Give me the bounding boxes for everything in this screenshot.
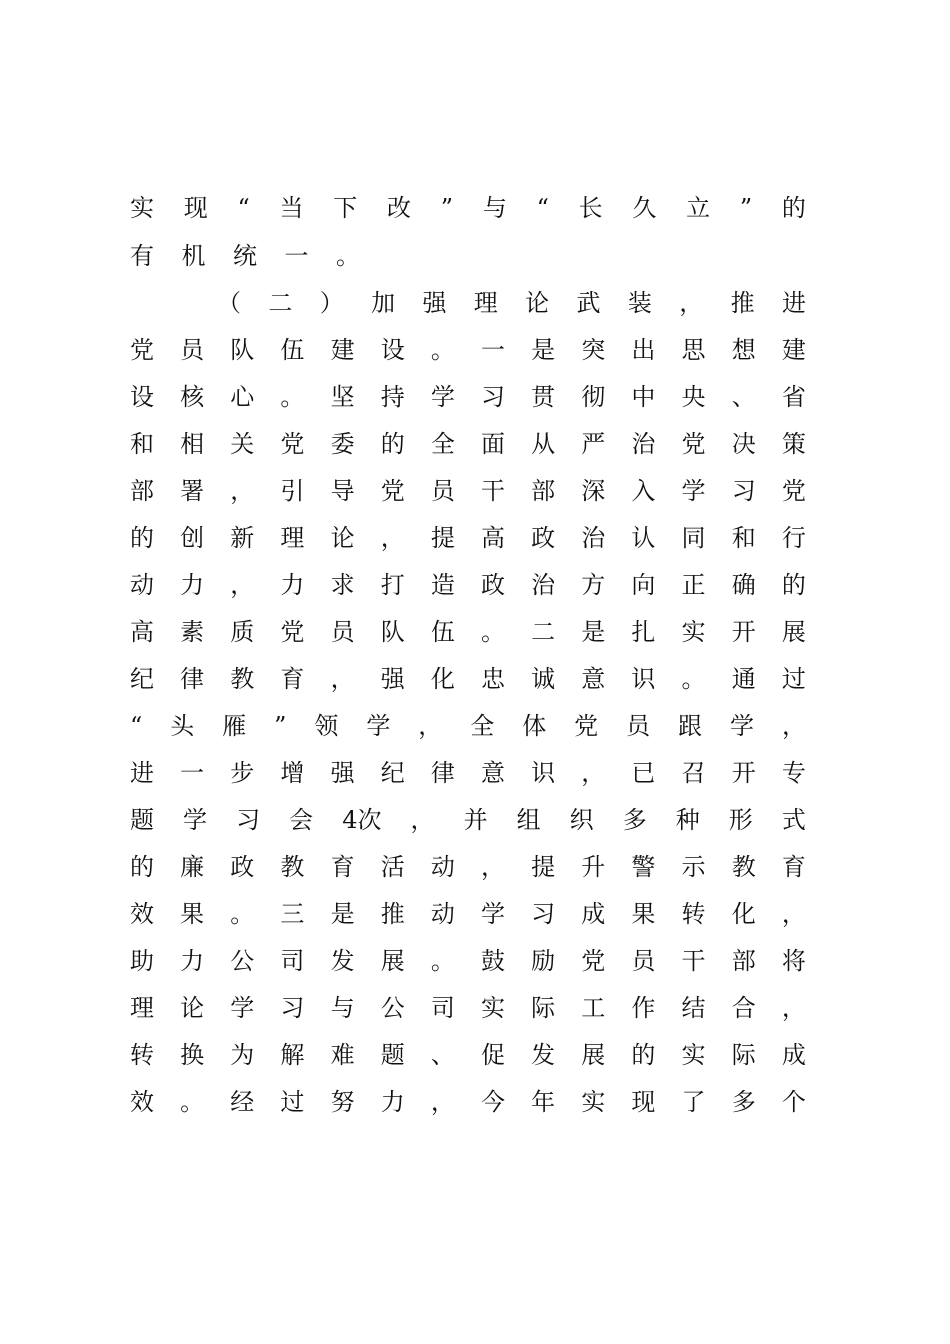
text-char: 学 [183, 806, 208, 834]
text-line [130, 567, 806, 603]
text-char: 党 [681, 430, 706, 458]
text-char: 员 [430, 477, 455, 505]
text-line [130, 520, 806, 556]
text-char: 化 [731, 900, 756, 928]
text-char: 鼓 [480, 947, 505, 975]
text-char: “ [130, 712, 143, 740]
text-char: 治 [531, 571, 556, 599]
text-char: 过 [280, 1088, 305, 1116]
text-char: 已 [631, 759, 656, 787]
text-line [130, 190, 806, 226]
text-char: 现 [183, 194, 208, 222]
text-line [130, 943, 806, 979]
text-char: 并 [463, 806, 488, 834]
text-line [130, 379, 806, 415]
text-char: 、 [731, 383, 756, 411]
text-char: 打 [380, 571, 405, 599]
text-char: 彻 [581, 383, 606, 411]
text-char: “ [536, 194, 549, 222]
text-line [130, 661, 806, 697]
text-char: 入 [631, 477, 656, 505]
text-char: 与 [482, 194, 507, 222]
text-char: 发 [330, 947, 355, 975]
text-char: 核 [180, 383, 205, 411]
text-char: 一 [284, 242, 309, 270]
text-char: 力 [180, 947, 205, 975]
text-char: 立 [686, 194, 711, 222]
text-char: 示 [681, 853, 706, 881]
text-char: 与 [330, 994, 355, 1022]
text-char: 高 [130, 618, 154, 646]
text-char: 力 [280, 571, 305, 599]
text-char: 合 [731, 994, 756, 1022]
text-char: 成 [581, 900, 606, 928]
text-char: 有 [130, 242, 154, 270]
text-char: 论 [180, 994, 205, 1022]
text-char: 雁 [222, 712, 247, 740]
text-char: 想 [731, 336, 756, 364]
text-char: 党 [380, 477, 405, 505]
text-char: 的 [781, 571, 806, 599]
text-char: 学 [681, 477, 706, 505]
text-char: 展 [781, 618, 806, 646]
text-char: 久 [632, 194, 657, 222]
text-char: 育 [280, 665, 305, 693]
text-char: 过 [781, 665, 806, 693]
text-char: 干 [681, 947, 706, 975]
text-char: 确 [731, 571, 756, 599]
text-char: 。 [430, 336, 455, 364]
text-char: 素 [180, 618, 205, 646]
text-char: 装 [627, 289, 652, 317]
text-char: 部 [731, 947, 756, 975]
text-char: 认 [631, 524, 656, 552]
text-char: 成 [781, 1041, 806, 1069]
text-char: 通 [731, 665, 756, 693]
text-char: 创 [180, 524, 205, 552]
text-char: 难 [330, 1041, 355, 1069]
text-char: 相 [180, 430, 205, 458]
text-char: 跟 [678, 712, 703, 740]
text-char: 理 [280, 524, 305, 552]
text-char: “ [237, 194, 250, 222]
text-char: 推 [730, 289, 755, 317]
text-char: 提 [430, 524, 455, 552]
text-char: ， [781, 994, 806, 1022]
text-char: 引 [280, 477, 305, 505]
text-char: 下 [333, 194, 358, 222]
text-char: 种 [675, 806, 700, 834]
text-char: 质 [230, 618, 255, 646]
text-char: 强 [422, 289, 447, 317]
text-char: 严 [581, 430, 606, 458]
text-char: 央 [681, 383, 706, 411]
text-char: 策 [781, 430, 806, 458]
text-char: 了 [681, 1088, 706, 1116]
text-char: 律 [180, 665, 205, 693]
text-char: 努 [330, 1088, 355, 1116]
text-char: ， [430, 1088, 455, 1116]
section-heading-line [217, 285, 806, 321]
text-char: 工 [581, 994, 606, 1022]
text-char: 习 [531, 900, 556, 928]
text-char: 伍 [280, 336, 305, 364]
text-char: 坚 [330, 383, 355, 411]
text-char: 伍 [430, 618, 455, 646]
text-char: 高 [480, 524, 505, 552]
text-char: 的 [130, 853, 154, 881]
text-char: 造 [430, 571, 455, 599]
text-char: 发 [531, 1041, 556, 1069]
text-line [130, 1084, 806, 1120]
text-line [130, 238, 360, 274]
text-char: 机 [181, 242, 206, 270]
text-char: 会 [289, 806, 314, 834]
text-char: 纪 [380, 759, 405, 787]
text-char: 正 [681, 571, 706, 599]
text-char: 论 [525, 289, 550, 317]
text-char: 设 [380, 336, 405, 364]
text-char: 力 [380, 1088, 405, 1116]
text-char: 政 [480, 571, 505, 599]
text-char: 的 [130, 524, 154, 552]
text-line [130, 614, 806, 650]
text-char: 行 [781, 524, 806, 552]
text-char: ” [739, 194, 753, 222]
text-char: 治 [581, 524, 606, 552]
text-char: ， [418, 712, 443, 740]
text-char: 司 [430, 994, 455, 1022]
text-line [130, 755, 806, 791]
text-char: 的 [380, 430, 405, 458]
text-char: 体 [522, 712, 547, 740]
text-char: 员 [330, 618, 355, 646]
text-char: ” [274, 712, 287, 740]
text-line [130, 849, 806, 885]
text-char: 是 [330, 900, 355, 928]
text-char: ， [410, 806, 435, 834]
text-char: 二 [268, 289, 293, 317]
text-char: 。 [336, 242, 360, 270]
text-char: 求 [330, 571, 355, 599]
text-char: ， [230, 477, 255, 505]
text-char: 。 [681, 665, 706, 693]
text-char: 提 [531, 853, 556, 881]
text-char: 学 [366, 712, 391, 740]
text-char: 习 [480, 383, 505, 411]
text-char: 作 [631, 994, 656, 1022]
text-char: 实 [681, 1041, 706, 1069]
text-char: 部 [130, 477, 154, 505]
text-char: 实 [581, 1088, 606, 1116]
text-char: 育 [330, 853, 355, 881]
text-char: 题 [130, 806, 154, 834]
text-char: 活 [380, 853, 405, 881]
text-char: 化 [430, 665, 455, 693]
text-char: ， [781, 900, 806, 928]
text-line [130, 1037, 806, 1073]
text-char: 委 [330, 430, 355, 458]
text-char: 开 [731, 618, 756, 646]
text-char: 学 [480, 900, 505, 928]
text-char: 。 [180, 1088, 205, 1116]
text-char: 政 [531, 524, 556, 552]
text-char: 习 [280, 994, 305, 1022]
text-char: 进 [130, 759, 154, 787]
text-char: 的 [631, 1041, 656, 1069]
text-char: ， [380, 524, 405, 552]
text-char: 学 [230, 994, 255, 1022]
text-char: 党 [574, 712, 599, 740]
text-char: 教 [230, 665, 255, 693]
text-char: 际 [731, 1041, 756, 1069]
text-char: 方 [581, 571, 606, 599]
text-char: 领 [314, 712, 339, 740]
text-char: 个 [781, 1088, 806, 1116]
text-char: 深 [581, 477, 606, 505]
text-char: 建 [781, 336, 806, 364]
text-char: 纪 [130, 665, 154, 693]
text-char: 识 [531, 759, 556, 787]
text-char: 效 [130, 1088, 154, 1116]
text-char: （ [217, 289, 241, 317]
text-char: 部 [531, 477, 556, 505]
text-char: 果 [631, 900, 656, 928]
text-char: 忠 [480, 665, 505, 693]
text-char: 今 [480, 1088, 505, 1116]
text-char: 思 [681, 336, 706, 364]
text-char: 步 [230, 759, 255, 787]
text-char: 党 [581, 947, 606, 975]
text-char: 意 [480, 759, 505, 787]
text-char: 改 [387, 194, 412, 222]
text-char: ， [480, 853, 505, 881]
text-char: 诚 [531, 665, 556, 693]
text-char: ） [319, 289, 344, 317]
text-char: 党 [280, 618, 305, 646]
text-char: 进 [781, 289, 806, 317]
text-char: 增 [280, 759, 305, 787]
text-char: 贯 [531, 383, 556, 411]
text-char: 育 [781, 853, 806, 881]
text-char: 出 [631, 336, 656, 364]
text-char: 展 [581, 1041, 606, 1069]
text-char: 果 [180, 900, 205, 928]
text-char: 全 [430, 430, 455, 458]
text-char: 长 [578, 194, 603, 222]
text-char: ， [230, 571, 255, 599]
text-char: 为 [230, 1041, 255, 1069]
text-char: 公 [380, 994, 405, 1022]
text-char: 动 [430, 853, 455, 881]
text-char: 。 [280, 383, 305, 411]
text-char: 向 [631, 571, 656, 599]
text-char: 强 [330, 759, 355, 787]
text-char: 员 [180, 336, 205, 364]
text-char: 实 [480, 994, 505, 1022]
text-char: 干 [480, 477, 505, 505]
text-char: 结 [681, 994, 706, 1022]
text-char: 员 [631, 947, 656, 975]
text-char: 决 [731, 430, 756, 458]
text-char: 题 [380, 1041, 405, 1069]
text-char: 识 [631, 665, 656, 693]
text-char: 加 [371, 289, 396, 317]
text-char: 导 [330, 477, 355, 505]
text-line [130, 896, 806, 932]
text-char: 署 [180, 477, 205, 505]
text-char: 习 [731, 477, 756, 505]
text-char: 、 [430, 1041, 455, 1069]
text-char: 突 [581, 336, 606, 364]
text-char: 经 [230, 1088, 255, 1116]
text-char: 队 [380, 618, 405, 646]
text-char: 助 [130, 947, 154, 975]
text-char: 党 [781, 477, 806, 505]
text-char: 效 [130, 900, 154, 928]
text-char: 省 [781, 383, 806, 411]
text-char: ” [440, 194, 454, 222]
text-char: 际 [531, 994, 556, 1022]
text-char: 。 [430, 947, 455, 975]
text-char: 年 [531, 1088, 556, 1116]
text-char: 教 [731, 853, 756, 881]
text-char: 是 [581, 618, 606, 646]
text-char: 扎 [631, 618, 656, 646]
text-char: 多 [622, 806, 647, 834]
text-char: 持 [380, 383, 405, 411]
text-char: 从 [531, 430, 556, 458]
text-char: 论 [330, 524, 355, 552]
text-char: 形 [728, 806, 753, 834]
text-char: 党 [280, 430, 305, 458]
text-char: 同 [681, 524, 706, 552]
text-char: 理 [473, 289, 498, 317]
text-char: 员 [626, 712, 651, 740]
text-char: 动 [130, 571, 154, 599]
text-char: 党 [130, 336, 154, 364]
text-char: 。 [230, 900, 255, 928]
text-char: ， [330, 665, 355, 693]
text-char: 政 [230, 853, 255, 881]
text-char: 实 [130, 194, 154, 222]
text-char: 推 [380, 900, 405, 928]
text-char: 廉 [180, 853, 205, 881]
text-char: 意 [581, 665, 606, 693]
text-char: 关 [230, 430, 255, 458]
text-char: 司 [280, 947, 305, 975]
text-char: 。 [480, 618, 505, 646]
text-char: 解 [280, 1041, 305, 1069]
text-line [130, 802, 806, 838]
text-char: 二 [531, 618, 556, 646]
text-char: 式 [781, 806, 806, 834]
text-char: 开 [731, 759, 756, 787]
text-char: 三 [280, 900, 305, 928]
text-line [130, 332, 806, 368]
text-char: 心 [230, 383, 255, 411]
text-char: 全 [470, 712, 495, 740]
text-char: 展 [380, 947, 405, 975]
text-char: 学 [730, 712, 754, 740]
text-char: 强 [380, 665, 405, 693]
text-char: 将 [781, 947, 806, 975]
text-char: ， [581, 759, 606, 787]
text-char: 习 [236, 806, 261, 834]
text-char: 换 [180, 1041, 205, 1069]
text-char: 召 [681, 759, 706, 787]
text-char: 教 [280, 853, 305, 881]
text-char: 4次 [342, 806, 382, 834]
text-line [130, 990, 806, 1026]
text-char: 一 [480, 336, 505, 364]
text-char: 一 [180, 759, 205, 787]
text-char: 织 [569, 806, 594, 834]
text-char: 警 [631, 853, 656, 881]
text-char: 学 [430, 383, 455, 411]
text-char: ， [679, 289, 704, 317]
text-line [130, 473, 806, 509]
text-char: 理 [130, 994, 154, 1022]
text-char: 专 [781, 759, 806, 787]
text-char: 建 [330, 336, 355, 364]
text-char: 和 [130, 430, 154, 458]
text-char: 头 [170, 712, 195, 740]
text-char: 队 [230, 336, 255, 364]
text-char: 统 [233, 242, 257, 270]
text-char: 设 [130, 383, 154, 411]
text-char: 和 [731, 524, 756, 552]
text-char: 武 [576, 289, 601, 317]
text-char: 促 [480, 1041, 505, 1069]
text-char: 面 [480, 430, 505, 458]
text-char: 转 [681, 900, 706, 928]
text-char: 现 [631, 1088, 656, 1116]
text-char: 是 [531, 336, 556, 364]
text-char: 力 [180, 571, 205, 599]
text-char: 公 [230, 947, 255, 975]
text-char: ， [781, 712, 806, 740]
text-char: 动 [430, 900, 455, 928]
text-char: 当 [279, 194, 304, 222]
text-line [130, 708, 806, 744]
text-char: 的 [781, 194, 806, 222]
text-char: 组 [516, 806, 541, 834]
text-char: 多 [731, 1088, 756, 1116]
text-char: 升 [581, 853, 606, 881]
text-char: 实 [681, 618, 706, 646]
text-char: 转 [130, 1041, 154, 1069]
text-char: 新 [230, 524, 255, 552]
text-char: 治 [631, 430, 656, 458]
text-line [130, 426, 806, 462]
text-char: 中 [631, 383, 656, 411]
text-char: 励 [531, 947, 556, 975]
text-char: 律 [430, 759, 455, 787]
